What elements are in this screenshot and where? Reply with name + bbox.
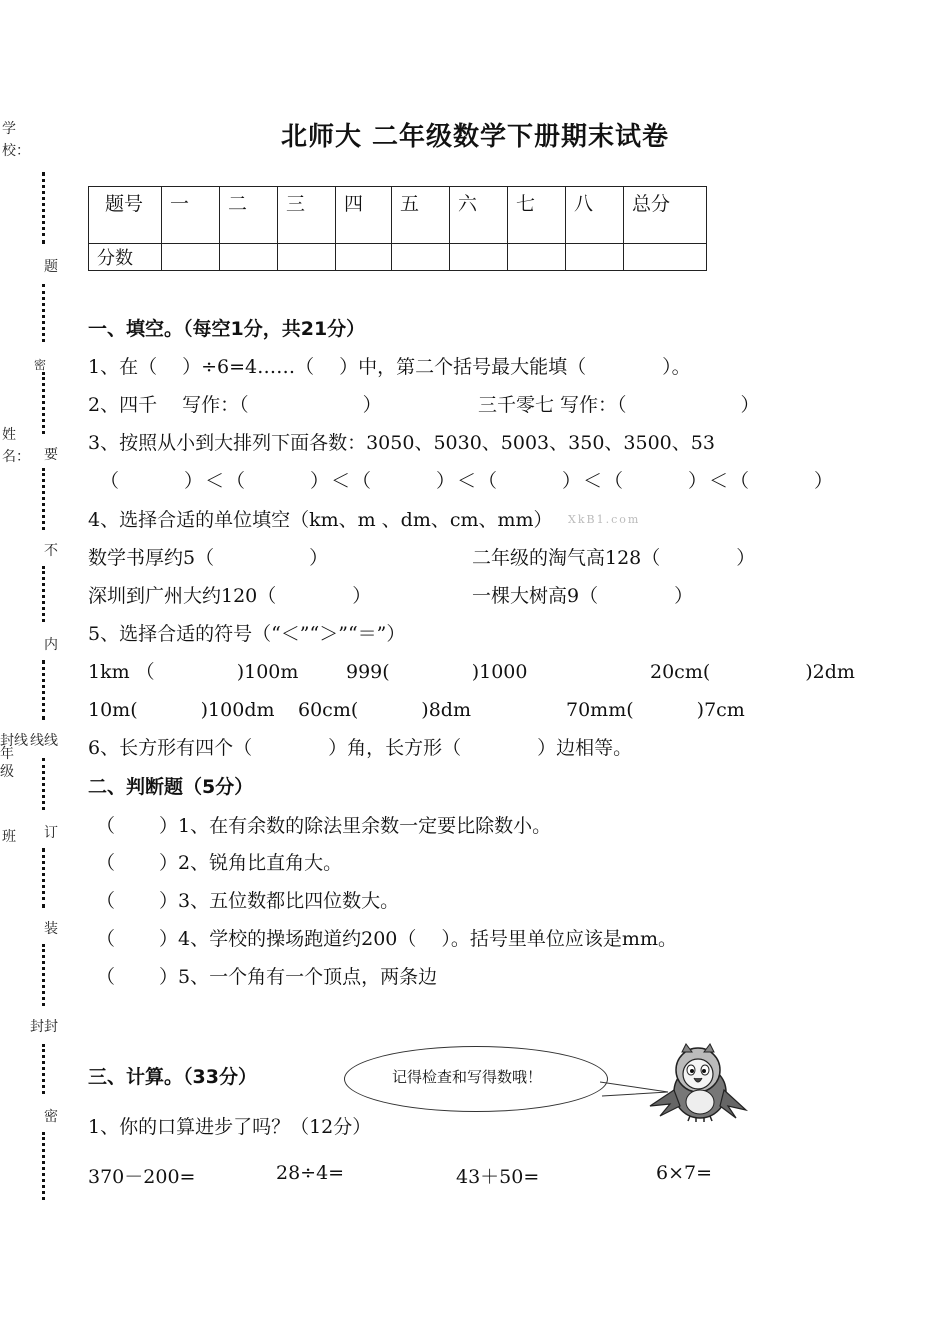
section3-heading: 三、计算。（33分） (88, 1066, 257, 1088)
question-1-2a: 2、四千 写作：（ ） (88, 394, 382, 416)
seal-word: 订 (44, 825, 58, 841)
score-table-col-total: 总分 (624, 187, 707, 244)
seal-dotted-line (42, 1044, 45, 1094)
page-title: 北师大 二年级数学下册期末试卷 (280, 122, 670, 152)
score-table-col: 三 (278, 187, 336, 244)
score-table-col: 六 (450, 187, 508, 244)
seal-dotted-line (42, 1132, 45, 1200)
question-1-3: 3、按照从小到大排列下面各数：3050、5030、5003、350、3500、53 (88, 432, 715, 454)
question-1-4: 4、选择合适的单位填空（km、m 、dm、cm、mm） (88, 509, 553, 531)
seal-dotted-line (42, 372, 45, 434)
score-table-score-label: 分数 (89, 244, 162, 271)
calc-item: 370－200= (88, 1166, 196, 1188)
speech-bubble-text: 记得检查和写得数哦！ (392, 1068, 543, 1086)
seal-dotted-line (42, 284, 45, 342)
score-cell[interactable] (278, 244, 336, 271)
seal-word: 内 (44, 637, 58, 653)
calc-item: 43＋50= (456, 1166, 540, 1188)
score-table-col: 二 (220, 187, 278, 244)
seal-dotted-line (42, 566, 45, 622)
judge-item: （ ）4、学校的操场跑道约200（ ）。括号里单位应该是mm。 (96, 928, 677, 950)
question-1-5-item: 10m( )100dm (88, 699, 275, 721)
question-1-5-item: 60cm( )8dm (298, 699, 471, 721)
seal-dotted-line (42, 758, 45, 810)
seal-word: 要 (44, 447, 58, 463)
judge-item: （ ）1、在有余数的除法里余数一定要比除数小。 (96, 815, 552, 837)
score-cell[interactable] (392, 244, 450, 271)
score-table-header-label: 题号 (89, 187, 162, 244)
seal-word: 不 (44, 543, 58, 559)
watermark: XkB1.com (568, 513, 641, 526)
score-cell[interactable] (624, 244, 707, 271)
seal-word: 密 (44, 1109, 58, 1125)
question-3-1: 1、你的口算进步了吗？（12分） (88, 1116, 372, 1138)
section2-heading: 二、判断题（5分） (88, 776, 254, 798)
seal-word: 密 (34, 358, 47, 372)
judge-item: （ ）5、一个角有一个顶点，两条边 (96, 966, 438, 988)
question-1-5: 5、选择合适的符号（“＜”“＞”“＝”） (88, 623, 406, 645)
question-1-1: 1、在（ ）÷6=4……（ ）中，第二个括号最大能填（ ）。 (88, 356, 691, 378)
question-1-5-item: 20cm( )2dm (650, 661, 855, 683)
score-cell[interactable] (450, 244, 508, 271)
name-label: 姓名： (2, 427, 30, 465)
grade-label: 年级 (0, 746, 14, 780)
question-1-4-item: 二年级的淘气高128（ ） (472, 547, 756, 569)
seal-dotted-line (42, 944, 45, 1006)
question-1-5-item: 1km （ )100m (88, 661, 299, 683)
seal-word: 装 (44, 921, 58, 937)
score-table-col: 七 (508, 187, 566, 244)
seal-word: 封封 (30, 1019, 58, 1035)
question-1-6: 6、长方形有四个（ ）角，长方形（ ）边相等。 (88, 737, 633, 759)
class-label: 班 (2, 829, 16, 845)
score-table (88, 186, 707, 271)
question-1-5-item: 999( )1000 (346, 661, 528, 683)
seal-dotted-line (42, 172, 45, 244)
score-table-col: 四 (336, 187, 392, 244)
score-table-col: 五 (392, 187, 450, 244)
question-1-4-item: 一棵大树高9（ ） (472, 585, 694, 607)
question-1-4-item: 数学书厚约5（ ） (88, 547, 329, 569)
score-cell[interactable] (566, 244, 624, 271)
question-1-2b: 三千零七 写作：（ ） (478, 394, 760, 416)
score-cell[interactable] (508, 244, 566, 271)
seal-line-label: 封线 (0, 733, 28, 749)
score-table-col: 一 (162, 187, 220, 244)
question-1-4-item: 深圳到广州大约120（ ） (88, 585, 372, 607)
score-cell[interactable] (336, 244, 392, 271)
score-cell[interactable] (220, 244, 278, 271)
school-label: 学校： (2, 121, 30, 159)
calc-item: 6×7= (656, 1162, 713, 1184)
seal-dotted-line (42, 848, 45, 908)
owl-mascot-icon (640, 1040, 750, 1122)
seal-dotted-line (42, 660, 45, 720)
question-1-5-item: 70mm( )7cm (566, 699, 745, 721)
calc-item: 28÷4= (276, 1162, 345, 1184)
judge-item: （ ）3、五位数都比四位数大。 (96, 890, 400, 912)
judge-item: （ ）2、锐角比直角大。 (96, 852, 343, 874)
question-1-3-blanks: （ ）＜（ ）＜（ ）＜（ ）＜（ ）＜（ ） (100, 470, 836, 492)
seal-dotted-line (42, 468, 45, 530)
score-cell[interactable] (162, 244, 220, 271)
seal-word: 题 (44, 259, 58, 275)
seal-word: 线线 (30, 733, 58, 749)
section1-heading: 一、填空。（每空1分，共21分） (88, 318, 366, 340)
score-table-col: 八 (566, 187, 624, 244)
